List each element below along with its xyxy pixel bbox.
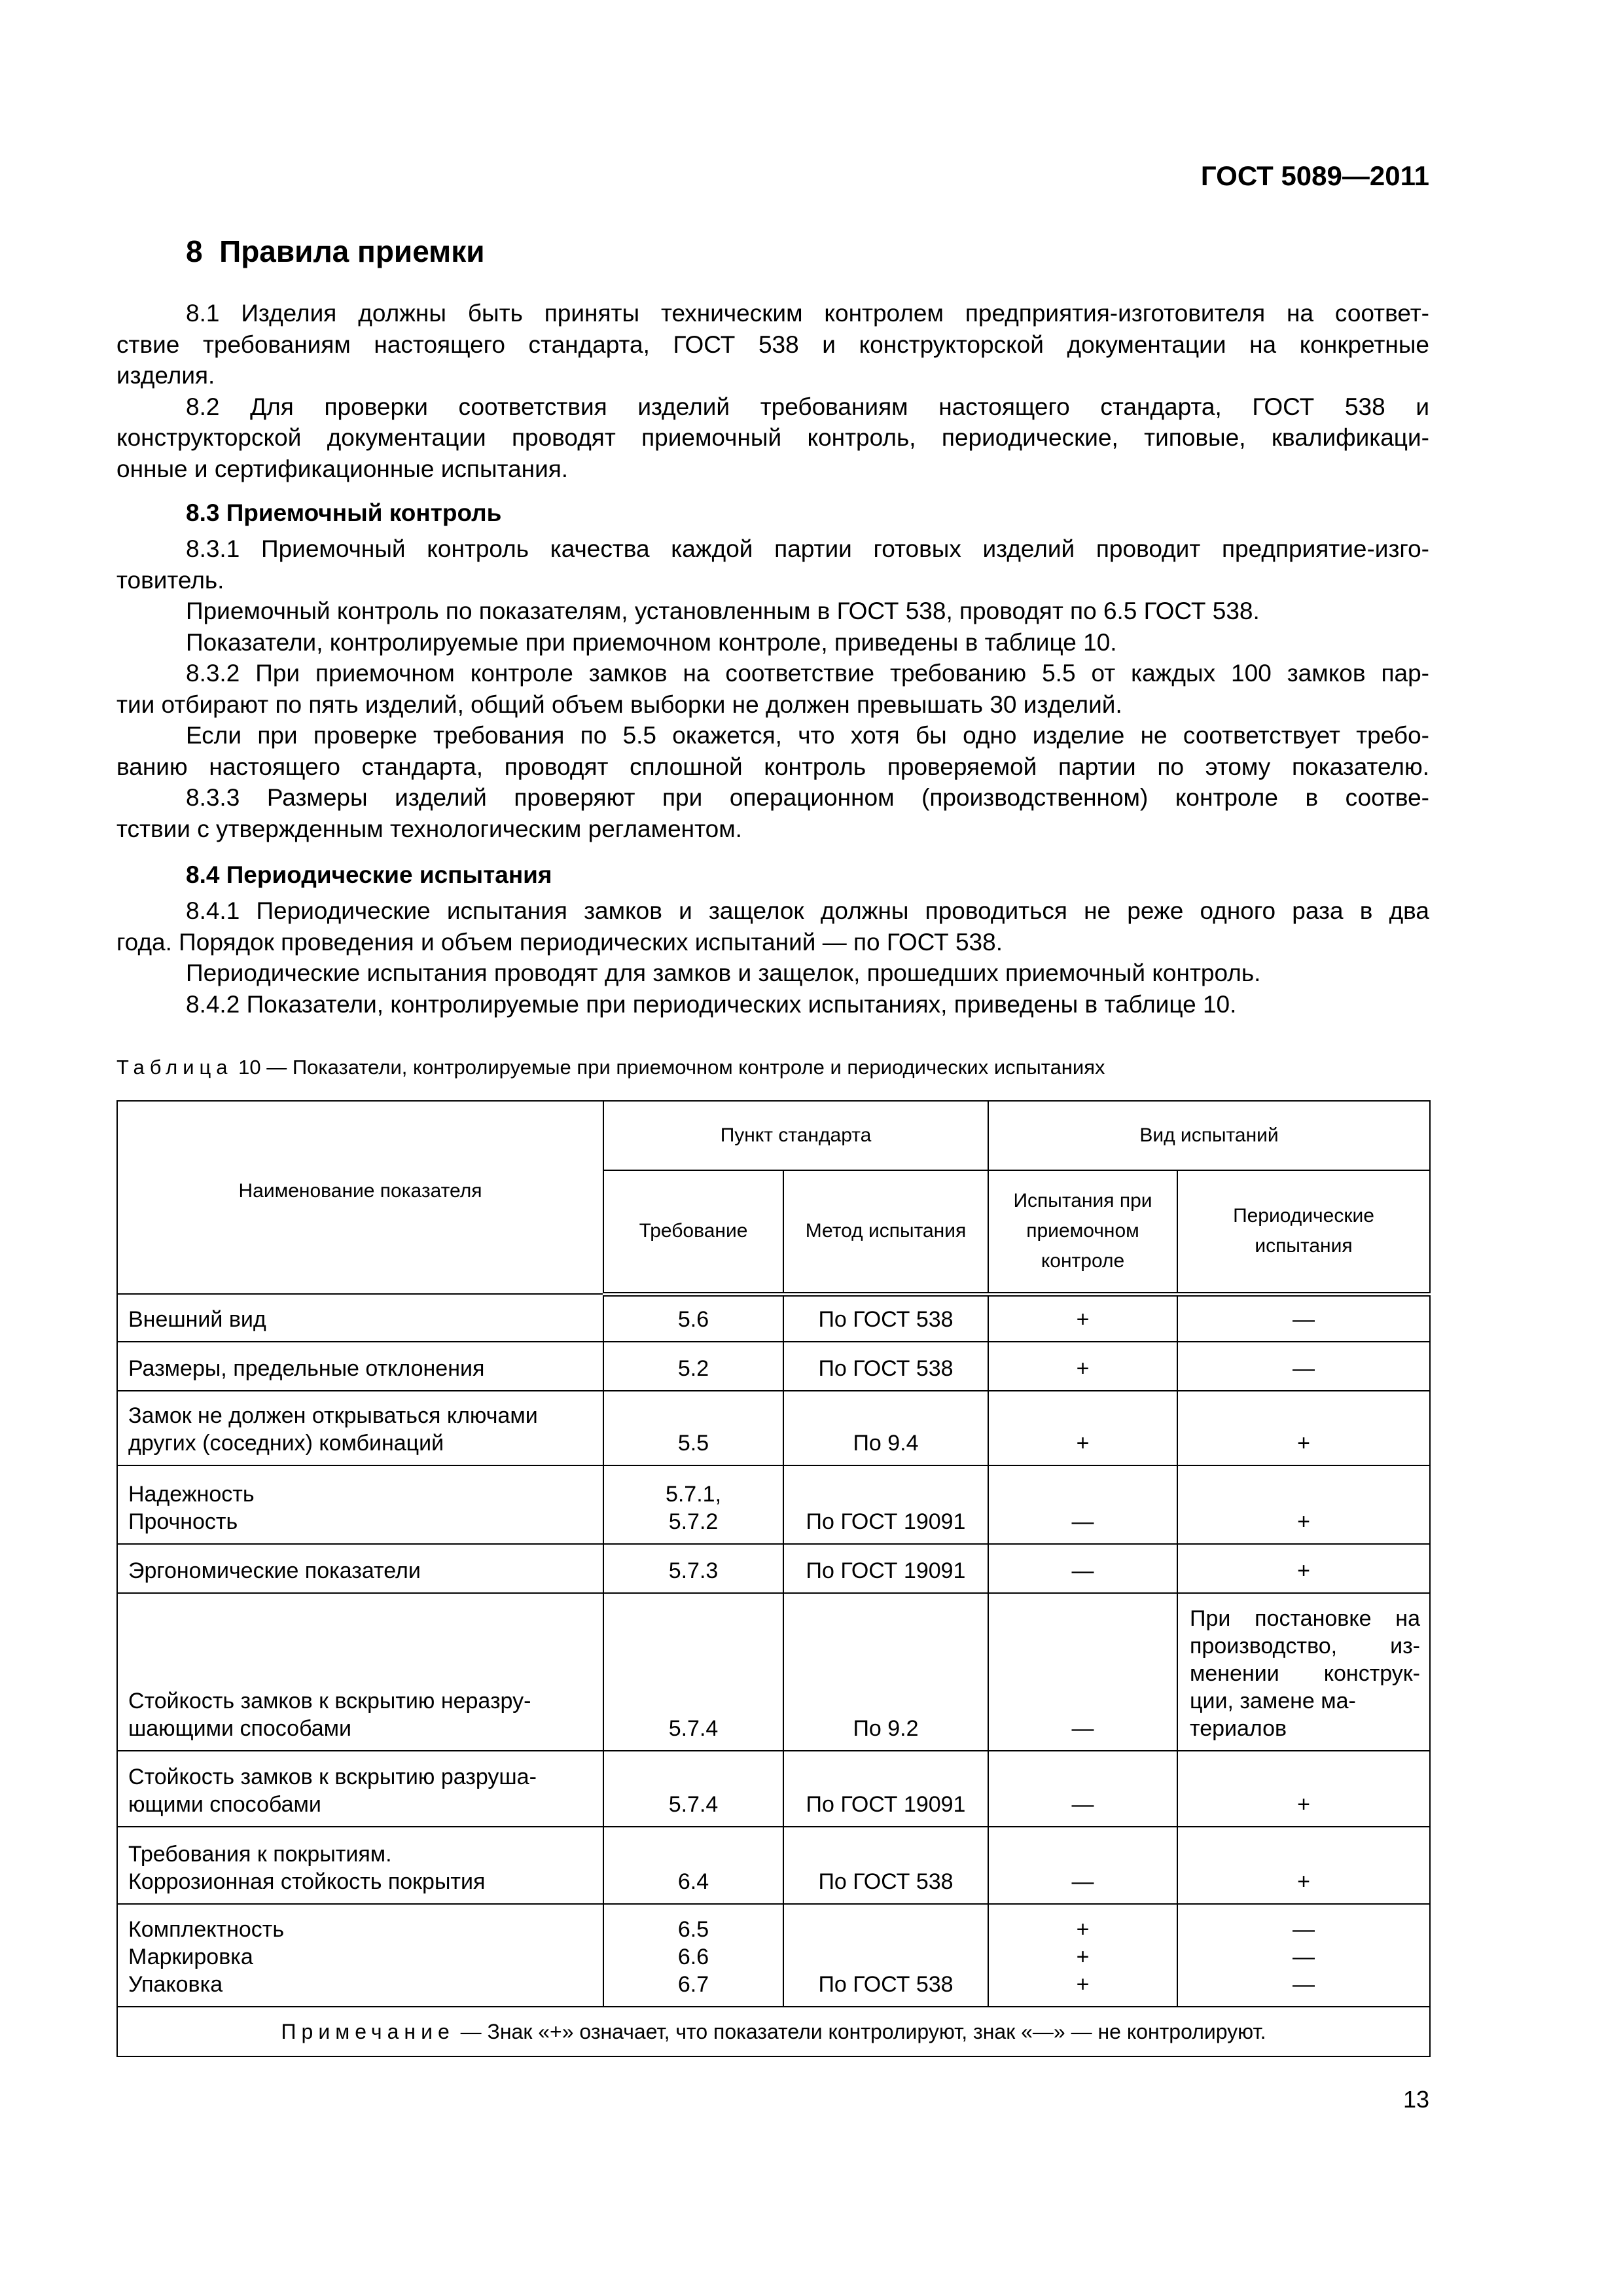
- cell-requirement: 5.7.3: [603, 1544, 783, 1593]
- cell-periodic: +: [1177, 1751, 1430, 1827]
- header-periodic-line: Периодические: [1233, 1205, 1374, 1227]
- table-header-row: [117, 1101, 1430, 1170]
- table-note-text: — Знак «+» означает, что показатели контролируют, знак «—» — не контролируют.: [454, 2020, 1266, 2043]
- cell-acceptance-line: +: [1076, 1972, 1090, 1997]
- cell-periodic: [1177, 1904, 1430, 2007]
- header-acceptance-line: контроле: [1041, 1250, 1125, 1272]
- cell-periodic: +: [1177, 1465, 1430, 1544]
- cell-method: По ГОСТ 19091: [783, 1465, 988, 1544]
- cell-periodic: +: [1177, 1827, 1430, 1904]
- cell-periodic-line: При постановке на: [1190, 1606, 1420, 1631]
- cell-requirement: 5.7.4: [603, 1593, 783, 1751]
- cell-requirement-line: 6.6: [677, 1945, 709, 1969]
- header-name: Наименование показателя: [117, 1101, 603, 1294]
- cell-acceptance: —: [988, 1751, 1177, 1827]
- header-acceptance: [988, 1170, 1177, 1294]
- cell-periodic-line: —: [1293, 1972, 1315, 1997]
- header-acceptance-line: приемочном: [1026, 1220, 1139, 1242]
- table-row: [117, 1465, 1430, 1544]
- cell-method: По ГОСТ 19091: [783, 1544, 988, 1593]
- header-acceptance-line: Испытания при: [1013, 1190, 1152, 1212]
- cell-periodic: [1177, 1593, 1430, 1751]
- paragraph-8-4-1-line: года. Порядок проведения и объем периодических испытаний — по ГОСТ 538.: [116, 928, 1003, 956]
- subsection-heading-8-3: 8.3 Приемочный контроль: [186, 499, 502, 526]
- paragraph-8-3-2-line: тии отбирают по пять изделий, общий объем выборки не должен превышать 30 изделий.: [116, 691, 1122, 718]
- cell-acceptance-line: +: [1076, 1917, 1090, 1942]
- table-note-label: Примечание: [281, 2020, 455, 2043]
- cell-name-line: Стойкость замков к вскрытию неразру-: [128, 1689, 531, 1713]
- paragraph-8-3-1c: Показатели, контролируемые при приемочном контроле, приведены в таблице 10.: [186, 628, 1117, 656]
- table-note-row: [117, 2007, 1430, 2056]
- table-caption-label: Таблица: [116, 1056, 233, 1079]
- cell-method: По ГОСТ 538: [783, 1904, 988, 2007]
- cell-requirement: 5.5: [603, 1391, 783, 1465]
- cell-name-line: Надежность: [128, 1482, 255, 1507]
- cell-requirement: 5.7.4: [603, 1751, 783, 1827]
- page-number: 13: [1402, 2086, 1429, 2113]
- cell-method: По ГОСТ 19091: [783, 1751, 988, 1827]
- paragraph-8-3-3-line: 8.3.3 Размеры изделий проверяют при операционном (производственном) контроле в соотве-: [186, 784, 1429, 811]
- cell-name-line: Коррозионная стойкость покрытия: [128, 1869, 486, 1894]
- body-text-8-4: [116, 859, 1429, 1020]
- table-row: [117, 1342, 1430, 1391]
- cell-name-line: Маркировка: [128, 1945, 253, 1969]
- table-row: [117, 1391, 1430, 1465]
- cell-method: По ГОСТ 538: [783, 1827, 988, 1904]
- cell-requirement: 5.2: [603, 1342, 783, 1391]
- table-note: [117, 2007, 1430, 2056]
- paragraph-8-3-1-line: 8.3.1 Приемочный контроль качества каждой партии готовых изделий проводит предприятие-изго-: [186, 535, 1429, 562]
- cell-method: По ГОСТ 538: [783, 1294, 988, 1342]
- cell-periodic-line: менении конструк-: [1190, 1661, 1420, 1686]
- cell-name-line: Замок не должен открываться ключами: [128, 1403, 538, 1428]
- paragraph-8-3-2b-line: Если при проверке требования по 5.5 окажется, что хотя бы одно изделие не соответствует требо-: [186, 722, 1429, 749]
- cell-method: По ГОСТ 538: [783, 1342, 988, 1391]
- cell-name: Размеры, предельные отклонения: [117, 1342, 603, 1391]
- paragraph-8-4-1-line: 8.4.1 Периодические испытания замков и защелок должны проводиться не реже одного раза в два: [186, 897, 1429, 924]
- table-caption: [116, 1056, 1105, 1079]
- cell-requirement: 5.6: [603, 1294, 783, 1342]
- cell-requirement-line: 5.7.1,: [665, 1482, 722, 1507]
- cell-requirement-line: 6.5: [677, 1917, 709, 1942]
- cell-periodic-line: —: [1293, 1945, 1315, 1969]
- cell-acceptance: —: [988, 1465, 1177, 1544]
- table-row: [117, 1827, 1430, 1904]
- cell-requirement: [603, 1465, 783, 1544]
- cell-name-line: Прочность: [128, 1509, 238, 1534]
- cell-acceptance: —: [988, 1544, 1177, 1593]
- body-text-8-1-8-2: [116, 298, 1429, 484]
- header-periodic-line: испытания: [1255, 1235, 1353, 1257]
- table-row: [117, 1904, 1430, 2007]
- cell-acceptance: [988, 1904, 1177, 2007]
- cell-requirement-line: 5.7.2: [668, 1509, 719, 1534]
- cell-name-line: шающими способами: [128, 1716, 352, 1741]
- table-row: [117, 1294, 1430, 1342]
- section-heading: 8 Правила приемки: [186, 234, 485, 268]
- paragraph-8-1-line: ствие требованиям настоящего стандарта, ГОСТ 538 и конструкторской документации на конкретные: [116, 331, 1429, 358]
- body-text-8-3: [116, 497, 1429, 844]
- cell-name: [117, 1904, 603, 2007]
- cell-name: Внешний вид: [117, 1294, 603, 1342]
- table-row: [117, 1544, 1430, 1593]
- cell-periodic: +: [1177, 1544, 1430, 1593]
- cell-periodic-line: ции, замене ма-: [1190, 1689, 1356, 1713]
- cell-requirement: 6.4: [603, 1827, 783, 1904]
- cell-requirement-line: 6.7: [677, 1972, 709, 1997]
- cell-acceptance: +: [988, 1342, 1177, 1391]
- cell-name-line: Стойкость замков к вскрытию разруша-: [128, 1765, 537, 1789]
- document-id: ГОСТ 5089—2011: [1200, 160, 1429, 191]
- cell-periodic: —: [1177, 1342, 1430, 1391]
- cell-acceptance-line: +: [1076, 1945, 1090, 1969]
- paragraph-8-4-2: 8.4.2 Показатели, контролируемые при периодических испытаниях, приведены в таблице 10.: [186, 990, 1237, 1018]
- cell-acceptance: —: [988, 1827, 1177, 1904]
- paragraph-8-3-1-line: товитель.: [116, 566, 224, 594]
- cell-method: По 9.2: [783, 1593, 988, 1751]
- subsection-heading-8-4: 8.4 Периодические испытания: [186, 861, 552, 888]
- paragraph-8-3-2-line: 8.3.2 При приемочном контроле замков на соответствие требованию 5.5 от каждых 100 замков пар-: [186, 660, 1429, 687]
- cell-name: Эргономические показатели: [117, 1544, 603, 1593]
- cell-method: По 9.4: [783, 1391, 988, 1465]
- paragraph-8-2-line: 8.2 Для проверки соответствия изделий требованиям настоящего стандарта, ГОСТ 538 и: [186, 393, 1429, 420]
- cell-name-line: других (соседних) комбинаций: [128, 1431, 444, 1456]
- table-caption-text: 10 — Показатели, контролируемые при приемочном контроле и периодических испытаниях: [232, 1056, 1105, 1079]
- cell-name-line: Требования к покрытиям.: [128, 1842, 392, 1867]
- paragraph-8-3-2b-line: ванию настоящего стандарта, проводят сплошной контроль проверяемой партии по этому показателю.: [116, 753, 1429, 780]
- header-method: Метод испытания: [783, 1170, 988, 1294]
- cell-name-line: Упаковка: [128, 1972, 223, 1997]
- paragraph-8-1-line: 8.1 Изделия должны быть приняты техническим контролем предприятия-изготовителя на соответ-: [186, 300, 1429, 327]
- cell-acceptance: +: [988, 1391, 1177, 1465]
- table-row: [117, 1593, 1430, 1751]
- table-10: [116, 1100, 1431, 2057]
- paragraph-8-4-1b: Периодические испытания проводят для замков и защелок, прошедших приемочный контроль.: [186, 960, 1261, 986]
- paragraph-8-1-line: изделия.: [116, 362, 215, 389]
- cell-name: [117, 1827, 603, 1904]
- cell-name: [117, 1593, 603, 1751]
- cell-name: [117, 1465, 603, 1544]
- cell-periodic-line: —: [1293, 1917, 1315, 1942]
- paragraph-8-3-3-line: тствии с утвержденным технологическим регламентом.: [116, 815, 742, 842]
- cell-periodic-line: производство, из-: [1190, 1634, 1420, 1659]
- header-test-group: Вид испытаний: [988, 1101, 1430, 1170]
- paragraph-8-2-line: конструкторской документации проводят приемочный контроль, периодические, типовые, квалификаци-: [116, 424, 1429, 451]
- cell-acceptance: —: [988, 1593, 1177, 1751]
- paragraph-8-2-line: онные и сертификационные испытания.: [116, 455, 569, 482]
- paragraph-8-3-1b: Приемочный контроль по показателям, установленным в ГОСТ 538, проводят по 6.5 ГОСТ 538.: [186, 598, 1260, 624]
- cell-requirement: [603, 1904, 783, 2007]
- header-clause-group: Пункт стандарта: [603, 1101, 988, 1170]
- cell-periodic: +: [1177, 1391, 1430, 1465]
- header-periodic: [1177, 1170, 1430, 1294]
- cell-periodic-line: териалов: [1190, 1716, 1287, 1741]
- cell-name-line: ющими способами: [128, 1792, 321, 1817]
- table-row: [117, 1751, 1430, 1827]
- cell-acceptance: +: [988, 1294, 1177, 1342]
- cell-periodic: —: [1177, 1294, 1430, 1342]
- cell-name: [117, 1751, 603, 1827]
- cell-name: [117, 1391, 603, 1465]
- header-requirement: Требование: [603, 1170, 783, 1294]
- cell-name-line: Комплектность: [128, 1917, 285, 1942]
